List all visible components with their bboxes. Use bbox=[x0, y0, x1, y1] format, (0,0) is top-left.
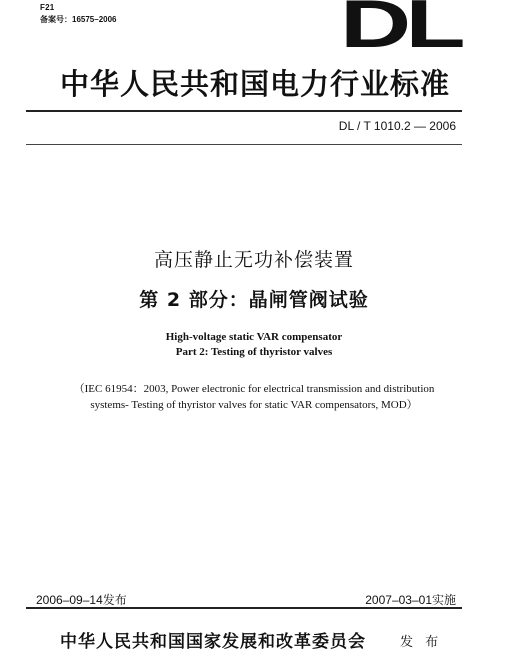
bottom-divider bbox=[26, 607, 462, 609]
ics-code: F21 bbox=[40, 3, 55, 12]
title-english-line-1: High-voltage static VAR compensator bbox=[165, 331, 343, 343]
standard-title: 中华人民共和国电力行业标准 bbox=[59, 67, 450, 101]
record-number: 备案号：16575–2006 bbox=[40, 15, 117, 24]
dl-logo: DL bbox=[340, 0, 460, 62]
title-english-line-2: Part 2: Testing of thyristor valves bbox=[175, 346, 333, 358]
issuing-authority: 中华人民共和国国家发展和改革委员会 bbox=[60, 632, 366, 652]
adoption-note-line-2: systems- Testing of thyristor valves for static VAR compensators, MOD） bbox=[90, 399, 418, 411]
top-divider bbox=[26, 110, 462, 112]
standard-code: DL / T 1010.2 — 2006 bbox=[338, 119, 456, 133]
publish-label: 发 布 bbox=[400, 635, 443, 650]
adoption-note-line-1: （IEC 61954：2003, Power electronic for electrical transmission and distribution bbox=[73, 383, 435, 395]
implementation-date: 2007–03–01实施 bbox=[365, 593, 456, 607]
title-chinese-line-1: 高压静止无功补偿装置 bbox=[153, 249, 354, 271]
title-chinese-line-2: 第 2 部分：晶闸管阀试验 bbox=[139, 289, 369, 311]
issue-date: 2006–09–14发布 bbox=[36, 593, 127, 607]
code-divider bbox=[26, 144, 462, 145]
